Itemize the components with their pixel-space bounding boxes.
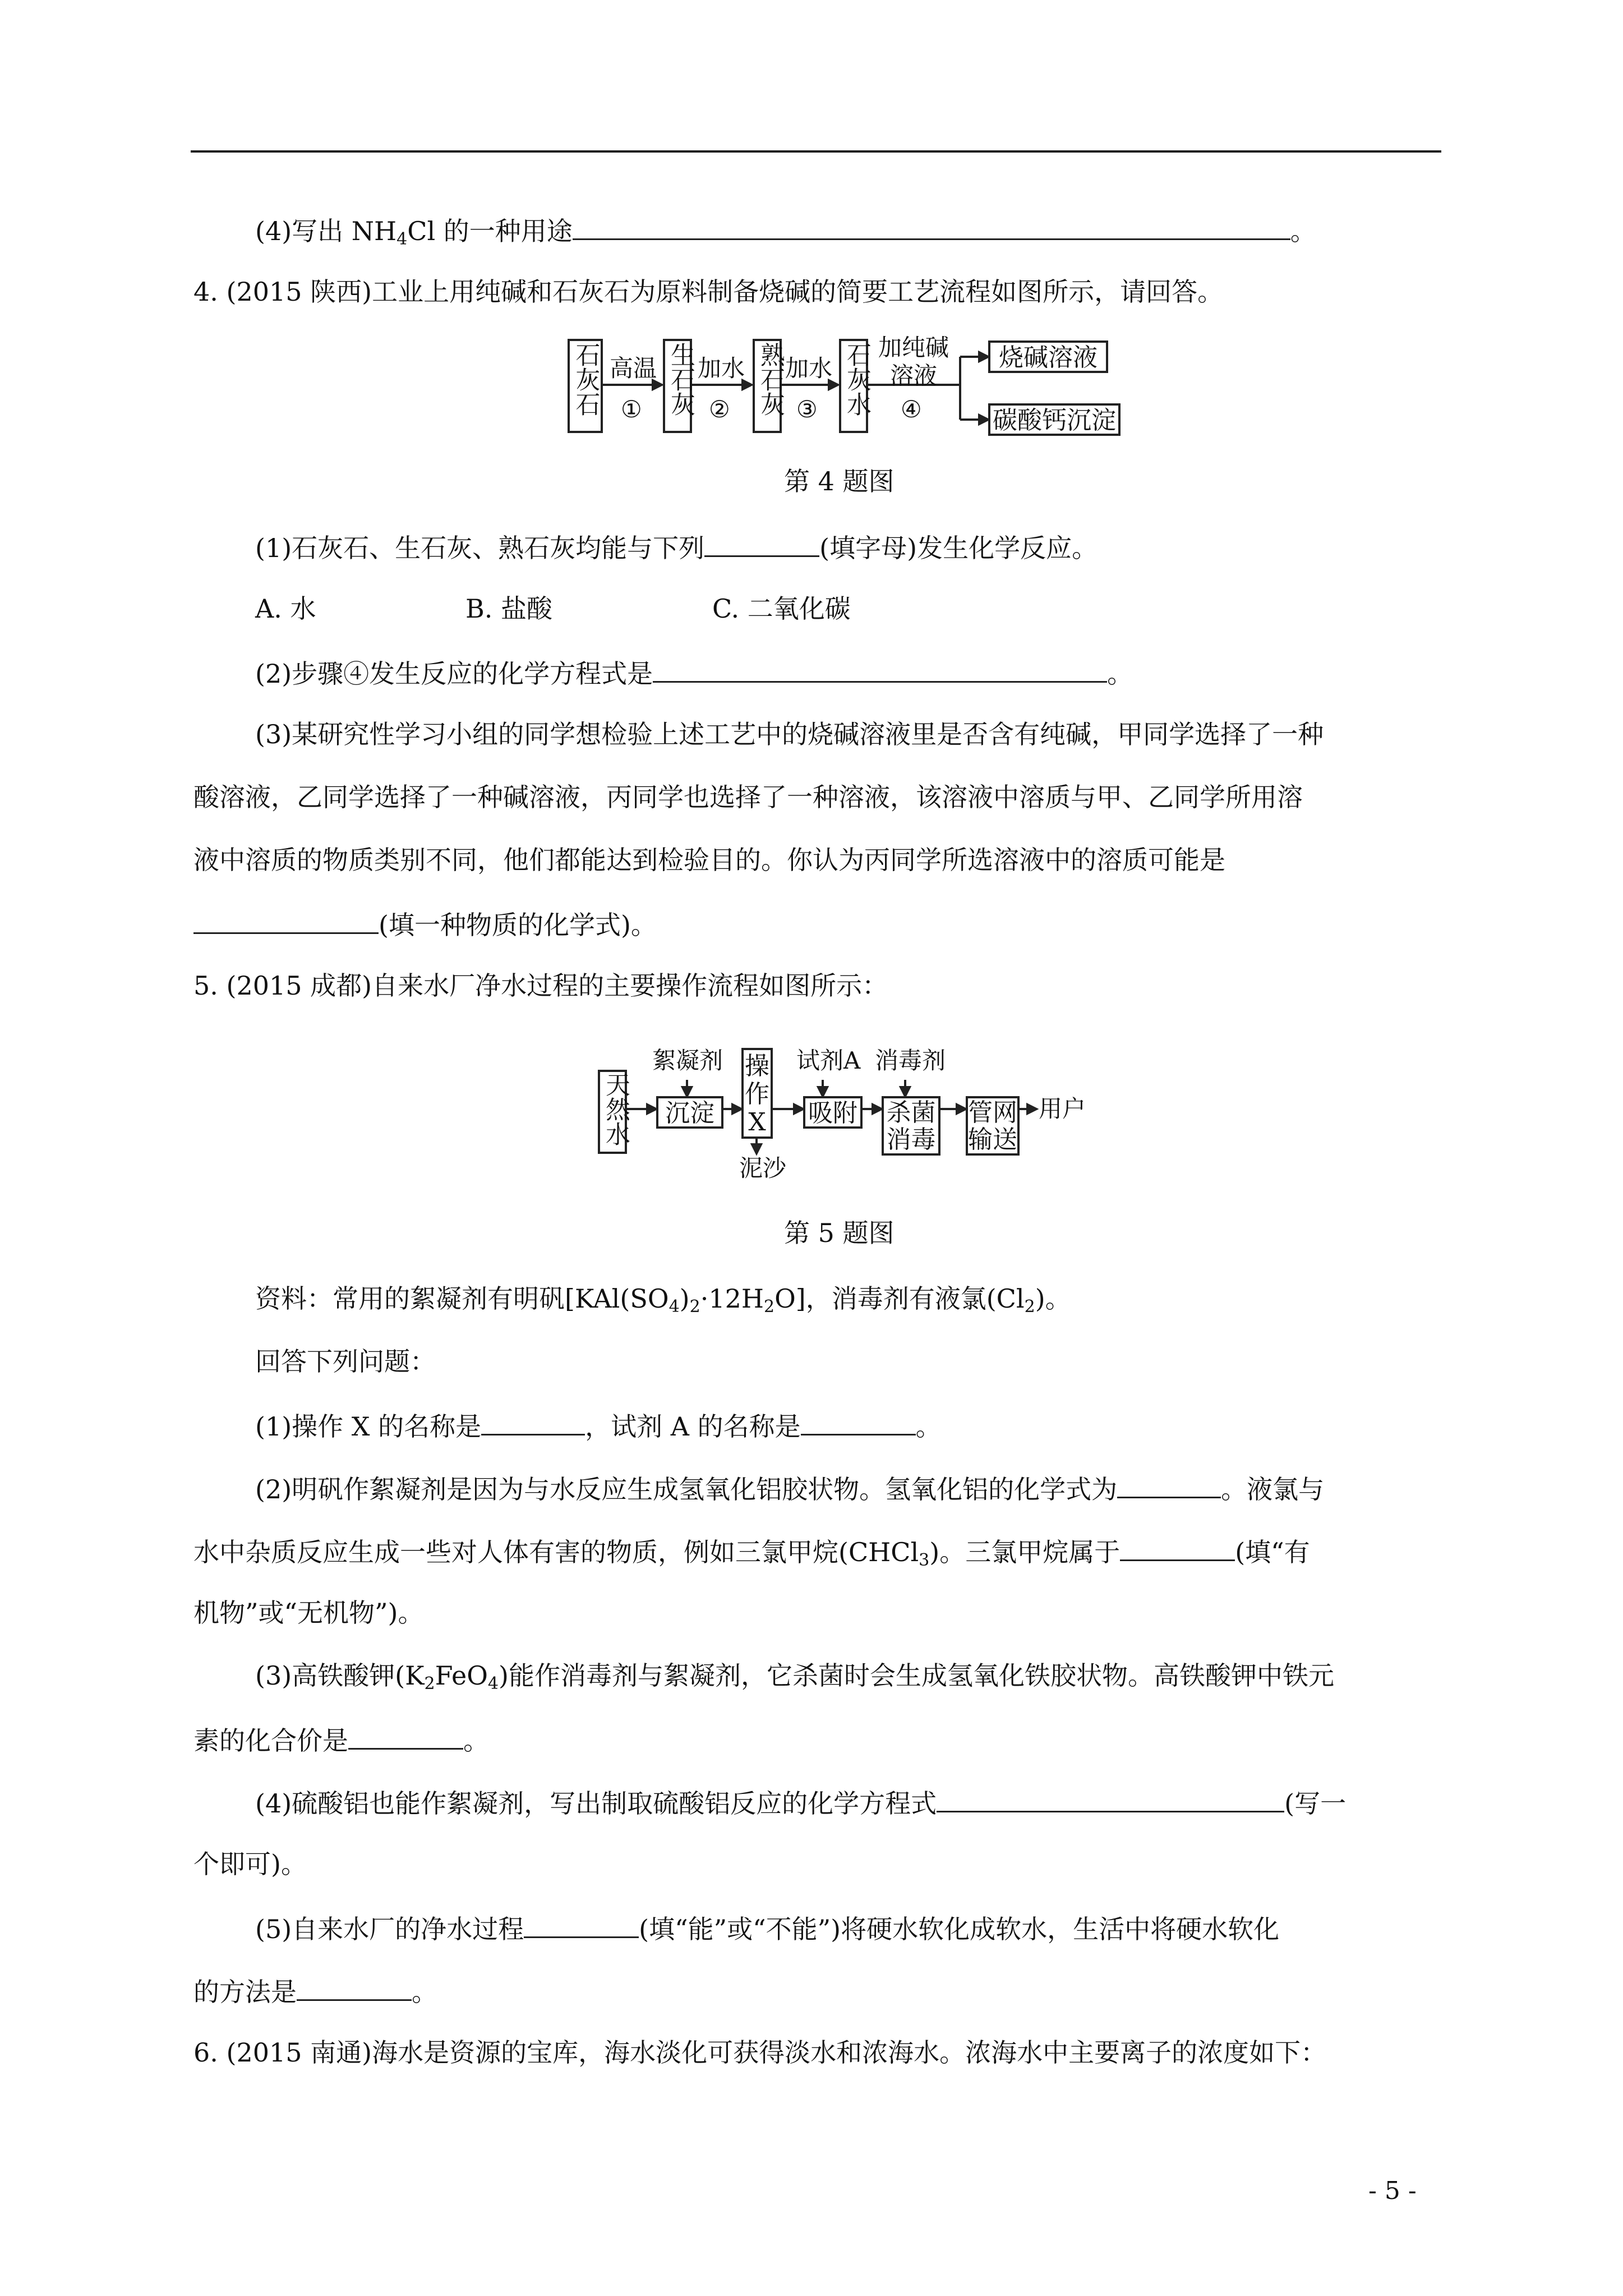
- subscript: 2: [763, 1297, 775, 1317]
- subscript: 4: [487, 1674, 499, 1694]
- page-number: - 5 -: [1368, 2177, 1417, 2205]
- q4-stem: 4. (2015 陕西)工业上用纯碱和石灰石为原料制备烧碱的简要工艺流程如图所示，请回答。: [193, 277, 1224, 307]
- q4-part3-text: (填一种物质的化学式)。: [379, 910, 657, 940]
- text: 的方法是: [193, 1977, 297, 2007]
- q5-info: [255, 1280, 1071, 1317]
- box-pipe-network: 管网输送: [966, 1096, 1020, 1156]
- text: 。液氯与: [1221, 1474, 1325, 1504]
- box-label: 操作X: [745, 1052, 769, 1137]
- subscript: 3: [919, 1550, 930, 1570]
- box-adsorption: 吸附: [803, 1096, 863, 1129]
- q4-part3-line3: 液中溶质的物质类别不同，他们都能达到检验目的。你认为丙同学所选溶液中的溶质可能是: [193, 845, 1225, 875]
- text: (2)明矾作絮凝剂是因为与水反应生成氢氧化铝胶状物。氢氧化铝的化学式为: [255, 1474, 1118, 1504]
- answer-blank[interactable]: [524, 1908, 639, 1938]
- punct: 。: [1290, 216, 1316, 246]
- text: ): [679, 1283, 690, 1314]
- q5-part4-line1: [255, 1783, 1346, 1822]
- box-label: 天然水: [601, 1072, 630, 1146]
- answer-blank[interactable]: [1120, 1531, 1235, 1561]
- q4-part3-line1: (3)某研究性学习小组的同学想检验上述工艺中的烧碱溶液里是否含有纯碱，甲同学选择了一种: [255, 719, 1324, 749]
- q4-part1-text-2: (填字母)发生化学反应。: [819, 533, 1098, 563]
- q5-stem: 5. (2015 成都)自来水厂净水过程的主要操作流程如图所示：: [193, 970, 888, 1001]
- option-b: B. 盐酸: [465, 593, 553, 624]
- arrow-label: 高温: [610, 355, 657, 382]
- subscript: 4: [396, 229, 408, 249]
- answer-blank[interactable]: [481, 1406, 585, 1435]
- box-label: 石灰水: [842, 342, 871, 416]
- text: 素的化合价是: [193, 1726, 348, 1756]
- q6-stem: 6. (2015 南通)海水是资源的宝库，海水淡化可获得淡水和浓海水。浓海水中主要离子的浓度如下：: [193, 2037, 1327, 2068]
- subscript: 2: [424, 1674, 435, 1694]
- q5-part2-line3: 机物”或“无机物”)。: [193, 1598, 424, 1628]
- punct: 。: [1107, 659, 1133, 689]
- q5-part3-line2: [193, 1720, 489, 1759]
- q5-part5-line2: [193, 1971, 437, 2010]
- text: (填“有: [1235, 1537, 1310, 1567]
- box-sedimentation: 沉淀: [656, 1096, 723, 1129]
- q5-caption: 第 5 题图: [784, 1218, 895, 1248]
- text: (1)操作 X 的名称是: [255, 1411, 482, 1442]
- text: 。: [463, 1726, 489, 1756]
- box-calcium-carbonate: 碳酸钙沉淀: [988, 403, 1121, 436]
- text: ，试剂 A 的名称是: [585, 1411, 801, 1442]
- label-disinfectant: 消毒剂: [875, 1047, 946, 1074]
- label-flocculant: 絮凝剂: [652, 1047, 723, 1074]
- text: O]，消毒剂有液氯(Cl: [774, 1283, 1025, 1314]
- box-sterilize: 杀菌消毒: [882, 1096, 940, 1156]
- text: (填“能”或“不能”)将硬水软化成软水，生活中将硬水软化: [639, 1914, 1280, 1944]
- answer-blank[interactable]: [348, 1720, 463, 1750]
- q4-part2-text: (2)步骤④发生反应的化学方程式是: [255, 659, 653, 689]
- q5-part1: [255, 1406, 942, 1445]
- q4-caption: 第 4 题图: [784, 466, 895, 496]
- label-reagent-a: 试剂A: [796, 1047, 861, 1074]
- box-label: 石灰石: [571, 342, 600, 416]
- q5-part2-line2: [193, 1531, 1310, 1571]
- text: )。三氯甲烷属于: [929, 1537, 1121, 1567]
- box-operation-x: [741, 1048, 773, 1139]
- q3-part4-text-2: Cl 的一种用途: [407, 216, 573, 246]
- text: 。: [412, 1977, 437, 2007]
- q5-part2-line1: [255, 1469, 1324, 1508]
- subscript: 4: [668, 1297, 680, 1317]
- answer-blank[interactable]: [937, 1783, 1284, 1812]
- subscript: 2: [1024, 1297, 1035, 1317]
- q3-part4-text: (4)写出 NH: [255, 216, 397, 246]
- step-number: ①: [621, 395, 642, 423]
- answer-blank[interactable]: [1117, 1469, 1221, 1498]
- answer-blank[interactable]: [801, 1406, 916, 1435]
- step-number: ③: [796, 395, 818, 423]
- box-natural-water: [598, 1070, 630, 1154]
- text: 。: [915, 1411, 942, 1442]
- answer-blank[interactable]: [297, 1971, 412, 2001]
- text: )能作消毒剂与絮凝剂，它杀菌时会生成氢氧化铁胶状物。高铁酸钾中铁元: [499, 1660, 1334, 1691]
- arrow-label: 加水: [698, 355, 745, 382]
- text: (写一: [1284, 1788, 1347, 1819]
- option-a: A. 水: [255, 593, 316, 624]
- label-sand: 泥沙: [739, 1154, 787, 1182]
- arrow-label: 加纯碱溶液: [878, 334, 949, 389]
- step-number: ④: [901, 395, 922, 423]
- label-user: 用户: [1039, 1095, 1086, 1122]
- text: (4)硫酸铝也能作絮凝剂，写出制取硫酸铝反应的化学方程式: [255, 1788, 937, 1819]
- box-caustic-soda: 烧碱溶液: [988, 341, 1108, 373]
- q4-part1-text: (1)石灰石、生石灰、熟石灰均能与下列: [255, 533, 705, 563]
- step-number: ②: [709, 395, 730, 423]
- text: FeO: [435, 1660, 488, 1691]
- box-label: 熟石灰: [756, 342, 785, 416]
- q5-ask: 回答下列问题：: [255, 1346, 436, 1377]
- q5-part3-line1: [255, 1657, 1334, 1694]
- subscript: 2: [689, 1297, 700, 1317]
- option-c: C. 二氧化碳: [712, 593, 851, 624]
- text: 资料：常用的絮凝剂有明矾[KAl(SO: [255, 1283, 669, 1314]
- text: (3)高铁酸钾(K: [255, 1660, 425, 1691]
- text: )。: [1035, 1283, 1071, 1314]
- text: 水中杂质反应生成一些对人体有害的物质，例如三氯甲烷(CHCl: [193, 1537, 919, 1567]
- q5-part4-line2: 个即可)。: [193, 1849, 307, 1879]
- q5-part5-line1: [255, 1908, 1279, 1948]
- text: (5)自来水厂的净水过程: [255, 1914, 524, 1944]
- arrow-label: 加水: [785, 355, 833, 382]
- text: ·12H: [700, 1283, 764, 1314]
- box-label: 生石灰: [666, 342, 695, 416]
- q4-part3-line2: 酸溶液，乙同学选择了一种碱溶液，丙同学也选择了一种溶液，该溶液中溶质与甲、乙同学所用溶: [193, 782, 1303, 812]
